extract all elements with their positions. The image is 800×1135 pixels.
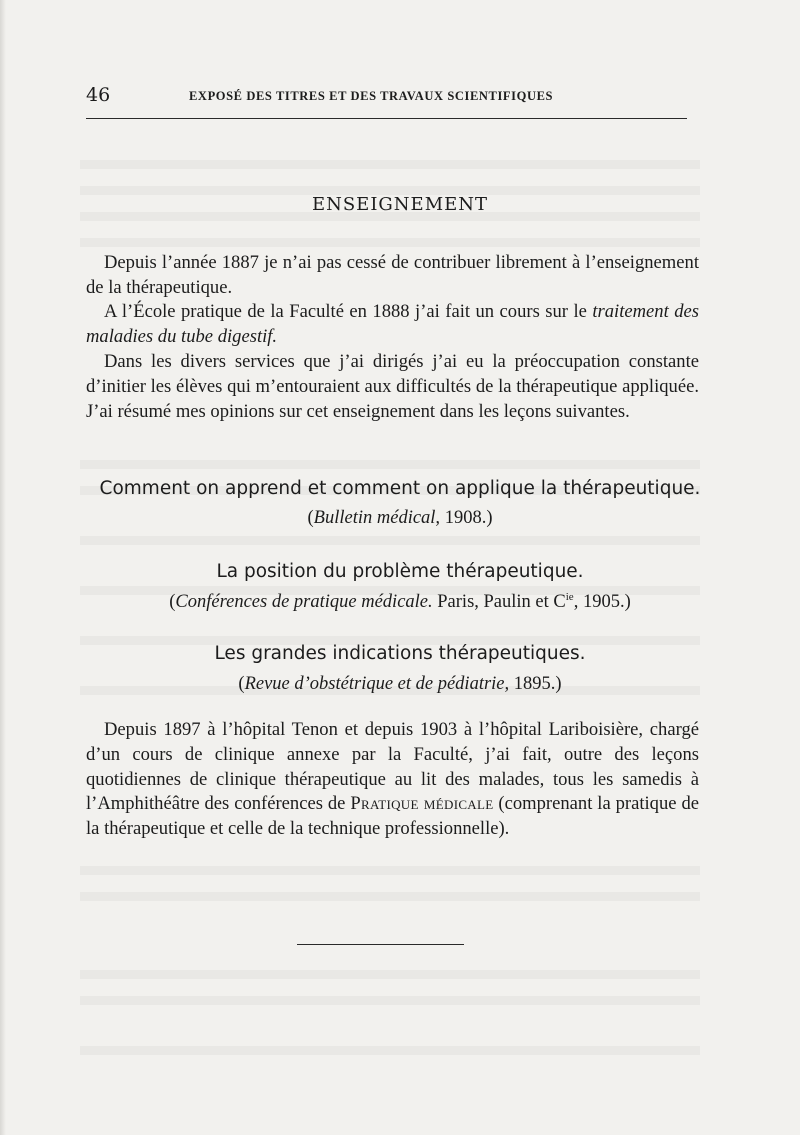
ref-paren: ( [238, 674, 245, 694]
publication-title: Comment on apprend et comment on applique la thérapeutique. [99, 478, 701, 499]
bleed-through [80, 460, 700, 470]
section-title: ENSEIGNEMENT [311, 194, 489, 215]
paragraph-2-text: A l’École pratique de la Faculté en 1888 j’ai fait un cours sur le [104, 301, 587, 322]
course-title: traitement des maladies du tube digestif. [86, 301, 699, 347]
page-number: 46 [86, 84, 111, 106]
closing-paragraph [86, 718, 699, 842]
paragraph-2 [86, 300, 699, 350]
bleed-through [80, 866, 700, 876]
publication-reference [0, 591, 800, 613]
paragraph-3-text: Dans les divers services que j’ai dirigés j’ai eu la préoccupation constante d’initier les élèves qui m’entouraient aux difficultés de la thérapeutique appliquée. J’ai résumé mes opinions sur cet enseignement dans les leçons suivantes. [86, 351, 699, 422]
publication-title: Les grandes indications thérapeutiques. [214, 643, 586, 664]
bleed-through [80, 970, 700, 980]
paragraph-3 [86, 350, 699, 424]
ref-year: , 1905.) [573, 592, 631, 613]
ref-journal: Conférences de pratique médicale. [175, 592, 433, 613]
header-rule [86, 118, 687, 119]
bleed-through [80, 238, 700, 248]
ref-journal: Bulletin médical, [313, 508, 441, 528]
ref-year: 1908.) [440, 508, 493, 528]
paragraph-1 [86, 251, 699, 301]
bleed-through [80, 536, 700, 546]
ref-paren: ( [169, 592, 176, 613]
paragraph-2-body [86, 300, 699, 350]
running-head: EXPOSÉ DES TITRES ET DES TRAVAUX SCIENTIFIQUES [189, 89, 554, 103]
publication-reference [0, 508, 800, 529]
page-header [86, 84, 686, 108]
closing-text-b: (comprenant la pratique de la thérapeutique et celle de la technique professionnelle). [86, 793, 699, 840]
ref-journal: Revue d’obstétrique et de pédiatrie, [244, 674, 510, 694]
ref-publisher: Paris, Paulin et C [432, 592, 566, 613]
closing-text-a: Depuis 1897 à l’hôpital Tenon et depuis 1903 à l’hôpital Lariboisière, chargé d’un cours de clinique annexe par la Faculté, j’ai fait, outre des leçons quotidiennes de clinique thérapeutique au lit des malades, tous les samedis à l’Amphithéâtre des conférences de [86, 719, 699, 815]
ref-year: 1895.) [509, 674, 562, 694]
bleed-through [80, 160, 700, 170]
end-rule [297, 944, 464, 945]
publication-title: La position du problème thérapeutique. [216, 561, 584, 582]
closing-paragraph-body [86, 718, 699, 842]
smallcaps-title: Pratique médicale [350, 793, 494, 815]
publication-reference [0, 674, 800, 695]
bleed-through [80, 1046, 700, 1056]
ref-superscript: ie [565, 591, 574, 603]
bleed-through [80, 892, 700, 902]
paragraph-1-text: Depuis l’année 1887 je n’ai pas cessé de contribuer librement à l’enseignement de la thérapeutique. [86, 252, 699, 298]
bleed-through [80, 996, 700, 1006]
ref-paren: ( [307, 508, 314, 528]
